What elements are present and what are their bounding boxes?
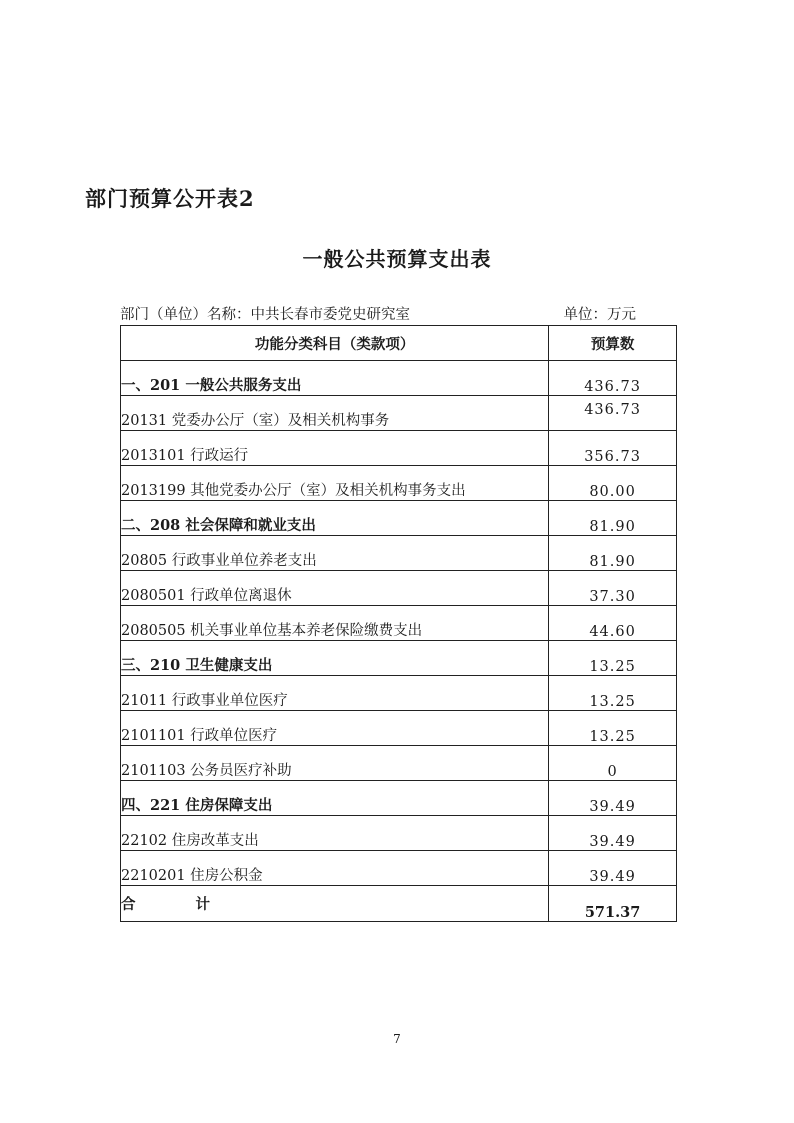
row-name: 2101101 行政单位医疗 [121, 711, 549, 746]
row-amount: 0 [549, 746, 677, 781]
table-row [121, 396, 677, 431]
row-name: 20131 党委办公厅（室）及相关机构事务 [121, 396, 549, 431]
table-row [121, 466, 677, 501]
row-amount: 39.49 [549, 781, 677, 816]
row-amount: 356.73 [549, 431, 677, 466]
total-label-second: 计 [195, 896, 210, 913]
table-row [121, 781, 677, 816]
column-header-amount: 预算数 [549, 326, 677, 361]
row-name: 2013101 行政运行 [121, 431, 549, 466]
row-name: 一、201 一般公共服务支出 [121, 361, 549, 396]
table-row [121, 606, 677, 641]
table-title: 一般公共预算支出表 [302, 247, 492, 271]
table-header-row [121, 326, 677, 361]
table-row [121, 571, 677, 606]
total-label [121, 886, 549, 922]
table-row [121, 501, 677, 536]
row-name: 2013199 其他党委办公厅（室）及相关机构事务支出 [121, 466, 549, 501]
column-header-name: 功能分类科目（类款项） [121, 326, 549, 361]
table-row [121, 536, 677, 571]
page-number: 7 [393, 1032, 401, 1046]
total-label-first: 合 [121, 896, 136, 913]
row-name: 22102 住房改革支出 [121, 816, 549, 851]
row-name: 2210201 住房公积金 [121, 851, 549, 886]
row-name: 2080501 行政单位离退休 [121, 571, 549, 606]
row-amount: 44.60 [549, 606, 677, 641]
row-name: 2101103 公务员医疗补助 [121, 746, 549, 781]
row-name: 2080505 机关事业单位基本养老保险缴费支出 [121, 606, 549, 641]
row-amount: 80.00 [549, 466, 677, 501]
row-amount: 81.90 [549, 536, 677, 571]
row-amount: 39.49 [549, 816, 677, 851]
row-amount: 436.73 [549, 361, 677, 396]
total-amount: 571.37 [549, 886, 677, 922]
row-name: 20805 行政事业单位养老支出 [121, 536, 549, 571]
table-row [121, 816, 677, 851]
table-row [121, 676, 677, 711]
table-row [121, 361, 677, 396]
page-heading: 部门预算公开表2 [85, 186, 255, 211]
table-row [121, 711, 677, 746]
total-row [121, 886, 677, 922]
row-amount: 13.25 [549, 641, 677, 676]
row-amount: 39.49 [549, 851, 677, 886]
table-row [121, 851, 677, 886]
row-name: 三、210 卫生健康支出 [121, 641, 549, 676]
row-amount: 436.73 [549, 396, 677, 431]
department-label: 部门（单位）名称：中共长春市委党史研究室 [120, 307, 410, 323]
row-amount: 37.30 [549, 571, 677, 606]
row-name: 21011 行政事业单位医疗 [121, 676, 549, 711]
table-row [121, 746, 677, 781]
row-name: 四、221 住房保障支出 [121, 781, 549, 816]
row-amount: 81.90 [549, 501, 677, 536]
table-row [121, 641, 677, 676]
table-row [121, 431, 677, 466]
row-amount: 13.25 [549, 676, 677, 711]
unit-label: 单位：万元 [563, 307, 636, 323]
row-name: 二、208 社会保障和就业支出 [121, 501, 549, 536]
budget-table [120, 325, 677, 922]
row-amount: 13.25 [549, 711, 677, 746]
